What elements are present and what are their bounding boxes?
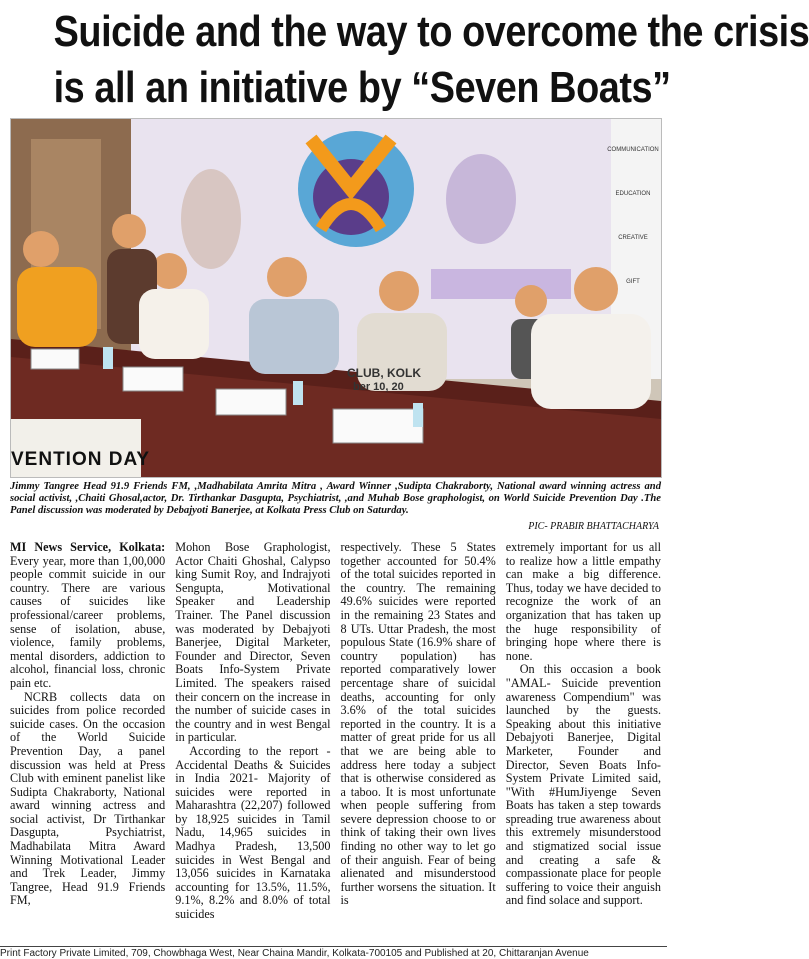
banner-bottom-text: VENTION DAY: [11, 449, 151, 470]
article-column-2: [175, 541, 330, 942]
paragraph: respectively. These 5 States together accounted for 50.4% of the total suicides reported in the country. The remaining 49.6% suicides were reported in the remaining 23 States and 8 UTs. Uttar Pradesh, the most populous State (16.9% share of country population) has reported comparatively lower percentage share of suicidal deaths, accounting for only 3.6% of the total suicides reported in the country. It is a matter of great pride for us all that we are being able to address here today a subject that is otherwise considered as a taboo. It is most unfortunate when people suffering from severe depression choose to or think of taking their own lives finding no other way to let go of their anguish. Fear of being alienated and misunderstood further worsens the situation. It is: [340, 540, 496, 908]
paragraph: Mohon Bose Graphologist, Actor Chaiti Ghoshal, Calypso king Sumit Roy, and Indrajyoti Sengupta, Motivational Speaker and Leadership Trainer. The Panel discussion was moderated by Debajyoti Banerjee, Digital Marketer, Founder and Director, Seven Boats Info-System Private Limited. The speakers raised their concern on the increase in the number of suicide cases in the country and in west Bengal in particular.: [175, 540, 331, 745]
sponsor-education: EDUCATION: [615, 191, 651, 197]
photo-caption: Jimmy Tangree Head 91.9 Friends FM, ,Madhabilata Amrita Mitra , Award Winner ,Sudipta Chakraborty, National award winning actress and social activist, ,Chaiti Ghosal,actor, Dr. Tirthankar Dasgupta, Psychiatrist, ,and Muhab Bose graphologist, on World Suicide Prevention Day .The Panel discussion was moderated by Debajyoti Banerjee, at Kolkata Press Club on Saturday.: [10, 481, 661, 516]
paragraph: [10, 541, 165, 691]
sponsor-gift: GIFT: [626, 279, 640, 285]
article-body: [10, 541, 661, 942]
banner-date-text: ber 10, 20: [353, 381, 404, 393]
article-column-1: [10, 541, 165, 942]
article-column-4: [506, 541, 661, 942]
headline-line-1: Suicide and the way to overcome the crisis: [53, 7, 809, 56]
paragraph: NCRB collects data on suicides from police recorded suicide cases. On the occasion of the World Suicide Prevention Day, a panel discussion was held at Press Club with eminent panelist like Sudipta Chakraborty, National award winning actress and social activist, Dr Tirthankar Dasgupta, Psychiatrist, Madhabilata Mitra Award Winning Motivational Leader and Trek Leader, Jimmy Tangree, Head 91.9 Friends FM,: [10, 689, 166, 908]
paragraph: According to the report - Accidental Deaths & Suicides in India 2021- Majority of suicides were reported in Maharashtra (22,207) followed by 18,925 suicides in Tamil Nadu, 14,965 suicides in Madhya Pradesh, 13,500 suicides in West Bengal and 13,056 suicides in Karnataka accounting for 13.5%, 11.5%, 9.1%, 8.2% and 8.0% of total suicides: [175, 743, 331, 922]
banner-club-text: CLUB, KOLK: [347, 366, 421, 380]
headline: [53, 4, 809, 116]
sponsor-creative: CREATIVE: [618, 235, 648, 241]
dateline: MI News Service, Kolkata:: [10, 540, 166, 554]
paragraph: extremely important for us all to realize how a little empathy can make a big difference. Thus, today we have decided to recognize the work of an organization that has taken up the huge responsibility of bringing hope where there is none.: [505, 540, 661, 663]
article-column-3: [341, 541, 496, 942]
paragraph-text: Every year, more than 1,00,000 people commit suicide in our country. There are various causes of suicides like professional/career problems, sense of isolation, abuse, violence, family problems, mental disorders, addiction to alcohol, financial loss, chronic pain etc.: [10, 553, 166, 690]
imprint-footer: Print Factory Private Limited, 709, Chowbhaga West, Near Chaina Mandir, Kolkata-700105 and Published at 20, Chittaranjan Avenue: [0, 948, 589, 959]
footer-divider: [0, 946, 667, 947]
paragraph: On this occasion a book "AMAL- Suicide prevention awareness Compendium" was launched by the guests. Speaking about this initiative Debajyoti Banerjee, Digital Marketer, Founder and Director, Seven Boats Info-System Private Limited said, "With #HumJiyenge Seven Boats has taken a step towards spreading true awareness about this extremely misunderstood and stigmatized social issue and creating a safe & compassionate place for people suffering to voice their anguish and find solace and support.: [505, 662, 661, 908]
sponsor-communication: COMMUNICATION: [607, 147, 659, 153]
event-photo: [10, 118, 662, 478]
headline-line-2: is all an initiative by “Seven Boats”: [53, 63, 671, 112]
photo-credit: PIC- PRABIR BHATTACHARYA: [528, 521, 659, 532]
sponsor-logos: [607, 123, 659, 299]
photo-illustration: [11, 119, 661, 477]
